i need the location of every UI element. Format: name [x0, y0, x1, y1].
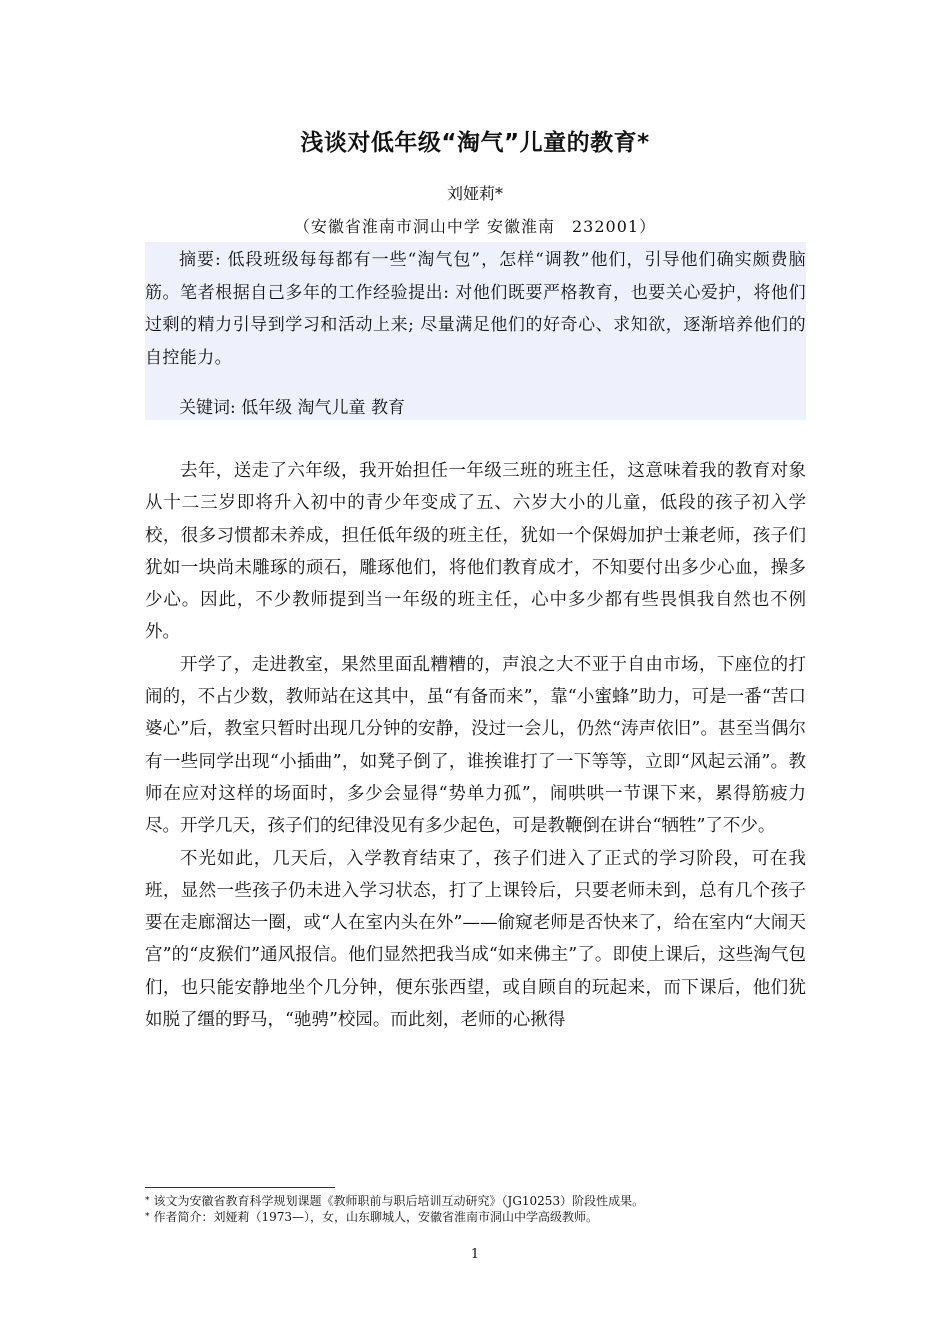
footnote [145, 1209, 806, 1225]
footnote [145, 1193, 806, 1209]
footnote-mark: * [145, 1196, 150, 1206]
author-name: 刘娅莉* [446, 184, 503, 203]
footnote-text: 该文为安徽省教育科学规划课题《教师职前与职后培训互动研究》（JG10253）阶段性成果。 [153, 1194, 645, 1208]
body-text [145, 455, 806, 1036]
footnote-mark: * [145, 1212, 150, 1222]
paper-title: 浅谈对低年级“淘气”儿童的教育* [300, 130, 650, 156]
footnotes [145, 1193, 806, 1225]
paragraph: 开学了，走进教室，果然里面乱糟糟的，声浪之大不亚于自由市场，下座位的打闹的，不占少数，教师站在这其中，虽“有备而来”，靠“小蜜蜂”助力，可是一番“苦口婆心”后，教室只暂时出现几分钟的安静，没过一会儿，仍然“涛声依旧”。甚至当偶尔有一些同学出现“小插曲”，如凳子倒了，谁挨谁打了一下等等，立即“风起云涌”。教师在应对这样的场面时，多少会显得“势单力孤”，闹哄哄一节课下来，累得筋疲力尽。开学几天，孩子们的纪律没见有多少起色，可是教鞭倒在讲台“牺牲”了不少。 [145, 654, 806, 837]
author-affiliation: （安徽省淮南市洞山中学 安徽淮南 232001） [293, 217, 657, 236]
footnote-divider [145, 1187, 335, 1188]
page-number: 1 [470, 1247, 480, 1262]
paragraph: 不光如此，几天后，入学教育结束了，孩子们进入了正式的学习阶段，可在我班，显然一些孩子仍未进入学习状态，打了上课铃后，只要老师未到，总有几个孩子要在走廊溜达一圈，或“人在室内头在外”——偷窥老师是否快来了，给在室内“大闹天宫”的“皮猴们”通风报信。他们显然把我当成“如来佛主”了。即使上课后，这些淘气包们，也只能安静地坐个几分钟，便东张西望，或自顾自的玩起来，而下课后，他们犹如脱了缰的野马，“驰骋”校园。而此刻，老师的心揪得 [145, 848, 806, 1031]
paragraph: 去年，送走了六年级，我开始担任一年级三班的班主任，这意味着我的教育对象从十二三岁即将升入初中的青少年变成了五、六岁大小的儿童，低段的孩子初入学校，很多习惯都未养成，担任低年级的班主任，犹如一个保姆加护士兼老师，孩子们犹如一块尚未雕琢的顽石，雕琢他们，将他们教育成才，不知要付出多少心血，操多少心。因此，不少教师提到当一年级的班主任，心中多少都有些畏惧我自然也不例外。 [145, 461, 806, 643]
footnote-text: 作者简介：刘娅莉（1973—），女，山东聊城人，安徽省淮南市洞山中学高级教师。 [153, 1210, 599, 1224]
abstract: 摘要: 低段班级每每都有一些“淘气包”，怎样“调教”他们，引导他们确实颇费脑筋。笔者根据自己多年的工作经验提出: 对他们既要严格教育，也要关心爱护，将他们过剩的精力引导到学习和活动上来; 尽量满足他们的好奇心、求知欲，逐渐培养他们的自控能力。 [145, 250, 806, 368]
keywords: 关键词: 低年级 淘气儿童 教育 [179, 398, 405, 418]
